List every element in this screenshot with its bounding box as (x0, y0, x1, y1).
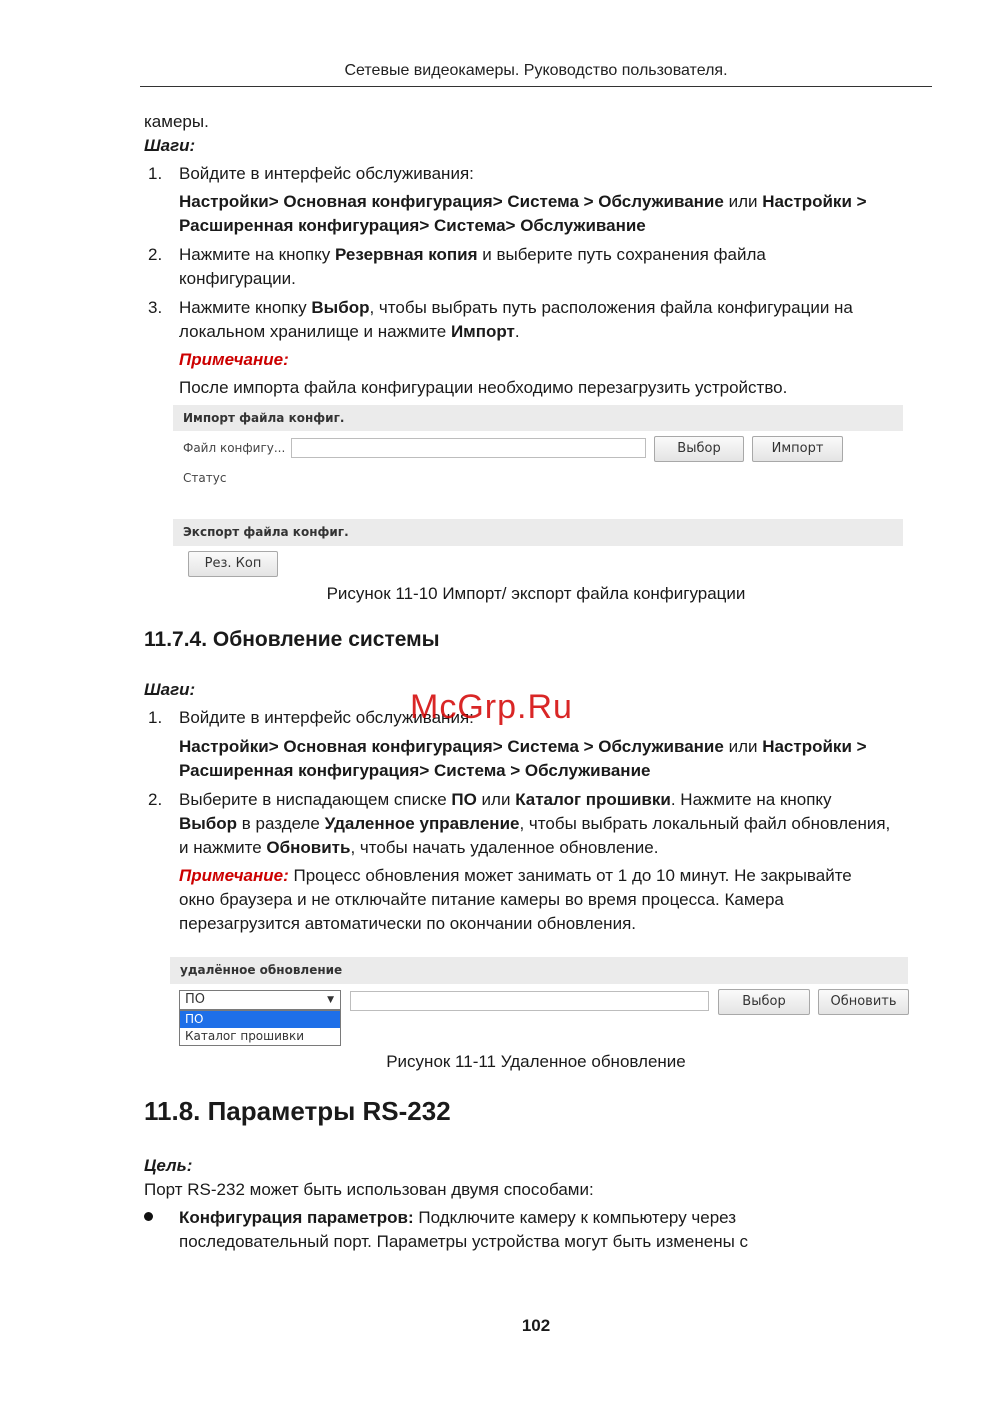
import-button[interactable]: Импорт (752, 436, 843, 462)
step-text (179, 296, 853, 320)
bullet-text (179, 1206, 736, 1230)
text-span: и нажмите (179, 838, 267, 857)
select-dropdown-list (179, 1010, 341, 1046)
import-section-title: Импорт файла конфиг. (173, 405, 903, 431)
menu-path (179, 190, 867, 214)
text-span: , чтобы начать удаленное обновление. (350, 838, 659, 857)
step-text (179, 788, 832, 812)
menu-path-or: или (723, 737, 763, 756)
bold-span: Конфигурация параметров: (179, 1208, 414, 1227)
step-number: 3. (148, 298, 163, 317)
menu-path-bold: Настройки > (762, 737, 867, 756)
menu-path-bold: Настройки> Основная конфигурация> Система > Обслуживание (179, 737, 724, 756)
note-label: Примечание: (179, 866, 289, 885)
figure-caption: Рисунок 11-10 Импорт/ экспорт файла конфигурации (326, 584, 746, 603)
step-text-line2 (179, 320, 520, 344)
watermark: McGrp.Ru (410, 688, 573, 726)
figure-caption: Рисунок 11-11 Удаленное обновление (386, 1052, 686, 1071)
text-span: Нажмите кнопку (179, 298, 312, 317)
menu-path (179, 735, 867, 759)
step-number: 1. (148, 164, 163, 183)
select-value: ПО (185, 992, 206, 1007)
menu-path-bold: Настройки > (762, 192, 867, 211)
step-text-line2 (179, 812, 890, 836)
step-text: Войдите в интерфейс обслуживания: (179, 164, 474, 183)
bold-span: Выбор (179, 814, 238, 833)
step-text (179, 243, 766, 267)
browse-button[interactable]: Выбор (718, 989, 810, 1015)
text-span: . Нажмите на кнопку (670, 790, 832, 809)
bold-span: Каталог прошивки (515, 790, 671, 809)
step-text-line2: конфигурации. (179, 269, 296, 288)
bullet-icon (144, 1212, 153, 1221)
bold-span: Обновить (266, 838, 351, 857)
step-number: 2. (148, 245, 163, 264)
menu-path-or: или (723, 192, 763, 211)
update-button[interactable]: Обновить (818, 989, 909, 1015)
section-heading: 11.7.4. Обновление системы (144, 628, 440, 651)
config-file-input[interactable] (291, 438, 646, 458)
dropdown-option-po[interactable]: ПО (180, 1011, 340, 1028)
text-span: Подключите камеру к компьютеру через (413, 1208, 737, 1227)
text-span: , чтобы выбрать путь расположения файла конфигурации на (369, 298, 853, 317)
file-label: Файл конфигу... (183, 441, 286, 455)
upgrade-section-title: удалённое обновление (170, 957, 908, 984)
text-span: или (476, 790, 516, 809)
backup-button[interactable]: Рез. Коп (188, 551, 278, 577)
text-span: , чтобы выбрать локальный файл обновления, (519, 814, 891, 833)
step-text: Войдите в интерфейс обслуживания: (179, 708, 474, 727)
status-label: Статус (183, 471, 227, 485)
chevron-down-icon: ▼ (327, 995, 334, 1005)
text-span: локальном хранилище и нажмите (179, 322, 451, 341)
note-paragraph (179, 864, 852, 888)
firmware-type-select[interactable] (179, 990, 341, 1010)
text-span: в разделе (237, 814, 325, 833)
note-text: После импорта файла конфигурации необходимо перезагрузить устройство. (179, 378, 788, 397)
note-label: Примечание: (179, 350, 289, 369)
menu-path-line2: Расширенная конфигурация> Система> Обслуживание (179, 216, 646, 235)
note-text-line2: окно браузера и не отключайте питание камеры во время процесса. Камера (179, 890, 784, 909)
header-rule (140, 86, 932, 87)
goal-text: Порт RS-232 может быть использован двумя способами: (144, 1180, 594, 1199)
menu-path-bold: Настройки> Основная конфигурация> Система > Обслуживание (179, 192, 724, 211)
bold-span: Резервная копия (334, 245, 478, 264)
text-span: Выберите в ниспадающем списке (179, 790, 452, 809)
bold-span: ПО (451, 790, 477, 809)
dropdown-option-firmware-dir[interactable]: Каталог прошивки (185, 1029, 305, 1043)
text-span: и выберите путь сохранения файла (477, 245, 766, 264)
text-span: . (514, 322, 520, 341)
browse-button[interactable]: Выбор (654, 436, 744, 462)
goal-label: Цель: (144, 1156, 193, 1175)
bold-span: Удаленное управление (324, 814, 520, 833)
chapter-heading: 11.8. Параметры RS-232 (144, 1096, 451, 1126)
text-span: Нажмите на кнопку (179, 245, 335, 264)
bullet-text-line2: последовательный порт. Параметры устройства могут быть изменены с (179, 1232, 749, 1251)
step-text-line3 (179, 836, 658, 860)
steps-label: Шаги: (144, 680, 196, 699)
step-number: 1. (148, 708, 163, 727)
page-number: 102 (521, 1316, 551, 1335)
export-section-title: Экспорт файла конфиг. (173, 519, 903, 546)
step-number: 2. (148, 790, 163, 809)
menu-path-line2: Расширенная конфигурация> Система > Обслуживание (179, 761, 651, 780)
note-text: Процесс обновления может занимать от 1 до 10 минут. Не закрывайте (288, 866, 852, 885)
note-text-line3: перезагрузится автоматически по окончании обновления. (179, 914, 636, 933)
bold-span: Выбор (311, 298, 370, 317)
upgrade-file-input[interactable] (350, 991, 709, 1011)
bold-span: Импорт (450, 322, 515, 341)
steps-label: Шаги: (144, 136, 196, 155)
continued-text: камеры. (144, 112, 209, 131)
running-header: Сетевые видеокамеры. Руководство пользователя. (344, 62, 728, 79)
